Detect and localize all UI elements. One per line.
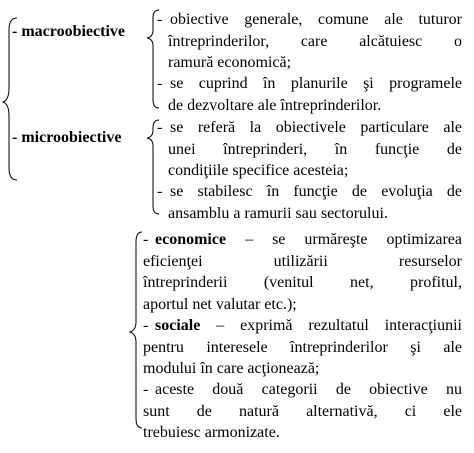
bottom-item-economice: - economice – se urmăreşte optimizarea eficienţei utilizării resurselor întreprinderii (venitul net, profitul, aportul net valutar etc.); — [143, 229, 462, 315]
bottom-item-economice-line-2: eficienţei utilizării resurselor — [143, 252, 462, 270]
economice-term: economice — [155, 231, 227, 248]
sociale-first-rest: – exprimă rezultatul interacţiunii — [200, 317, 462, 334]
bottom-item-economice-line-4: aportul net valutar etc.); — [143, 295, 297, 313]
bottom-item-sociale: - sociale – exprimă rezultatul interacţiunii pentru interesele întreprinderilor şi ale modului în care acţionează; — [143, 315, 462, 380]
bottom-item-note: - aceste două categorii de obiective nu sunt de natură alternativă, ci ele trebuiesc armonizate. — [143, 379, 462, 444]
bottom-item-note-line-1: aceste două categorii de obiective nu — [155, 381, 462, 398]
micro-item-2-line-1: se stabilesc în funcţie de evoluţia de — [170, 183, 462, 200]
micro-item-1: - se referă la obiectivele particulare ale unei întreprinderi, în funcţie de condiţiile specifice acesteia; — [157, 117, 462, 182]
bottom-item-economice-line-1 — [155, 229, 462, 251]
macro-item-1-line-2: întreprinderilor, care alcătuiesc o — [168, 32, 462, 50]
macro-item-2-line-1: se cuprind în planurile şi programele — [170, 75, 462, 92]
macro-item-2-line-2: de dezvoltare ale întreprinderilor. — [168, 96, 382, 114]
economice-first-rest: – se urmăreşte optimizarea — [226, 231, 462, 248]
macro-item-1: - obiective generale, comune ale tuturor întreprinderilor, care alcătuiesc o ramură economică; — [157, 9, 462, 74]
bottom-item-sociale-line-3: modului în care acţionează; — [143, 360, 320, 377]
micro-item-1-line-2: unei întreprinderi, în funcţie de — [168, 140, 462, 158]
micro-label: - microobiective — [12, 129, 122, 146]
bottom-item-economice-line-3: întreprinderii (venitul net, profitul, — [143, 274, 462, 291]
micro-item-1-line-1: se referă la obiectivele particulare ale — [170, 119, 462, 136]
micro-item-2-line-2: ansamblu a ramurii sau sectorului. — [168, 204, 388, 222]
bottom-item-note-line-3: trebuiesc armonizate. — [143, 424, 280, 441]
macro-item-2: - se cuprind în planurile şi programele de dezvoltare ale întreprinderilor. — [157, 73, 462, 116]
bottom-item-sociale-line-2: pentru interesele întreprinderilor şi ale — [143, 338, 462, 356]
bottom-item-note-line-2: sunt de natură alternativă, ci ele — [143, 402, 462, 420]
macro-item-1-line-3: ramură economică; — [168, 54, 292, 71]
sociale-term: sociale — [155, 317, 201, 334]
bottom-item-sociale-line-1 — [155, 315, 462, 337]
macro-label: - macroobiective — [12, 23, 125, 40]
macro-item-1-line-1: obiective generale, comune ale tuturor — [170, 11, 462, 28]
micro-item-1-line-3: condiţiile specifice acesteia; — [168, 162, 349, 179]
micro-item-2: - se stabilesc în funcţie de evoluţia de ansamblu a ramurii sau sectorului. — [157, 181, 462, 224]
